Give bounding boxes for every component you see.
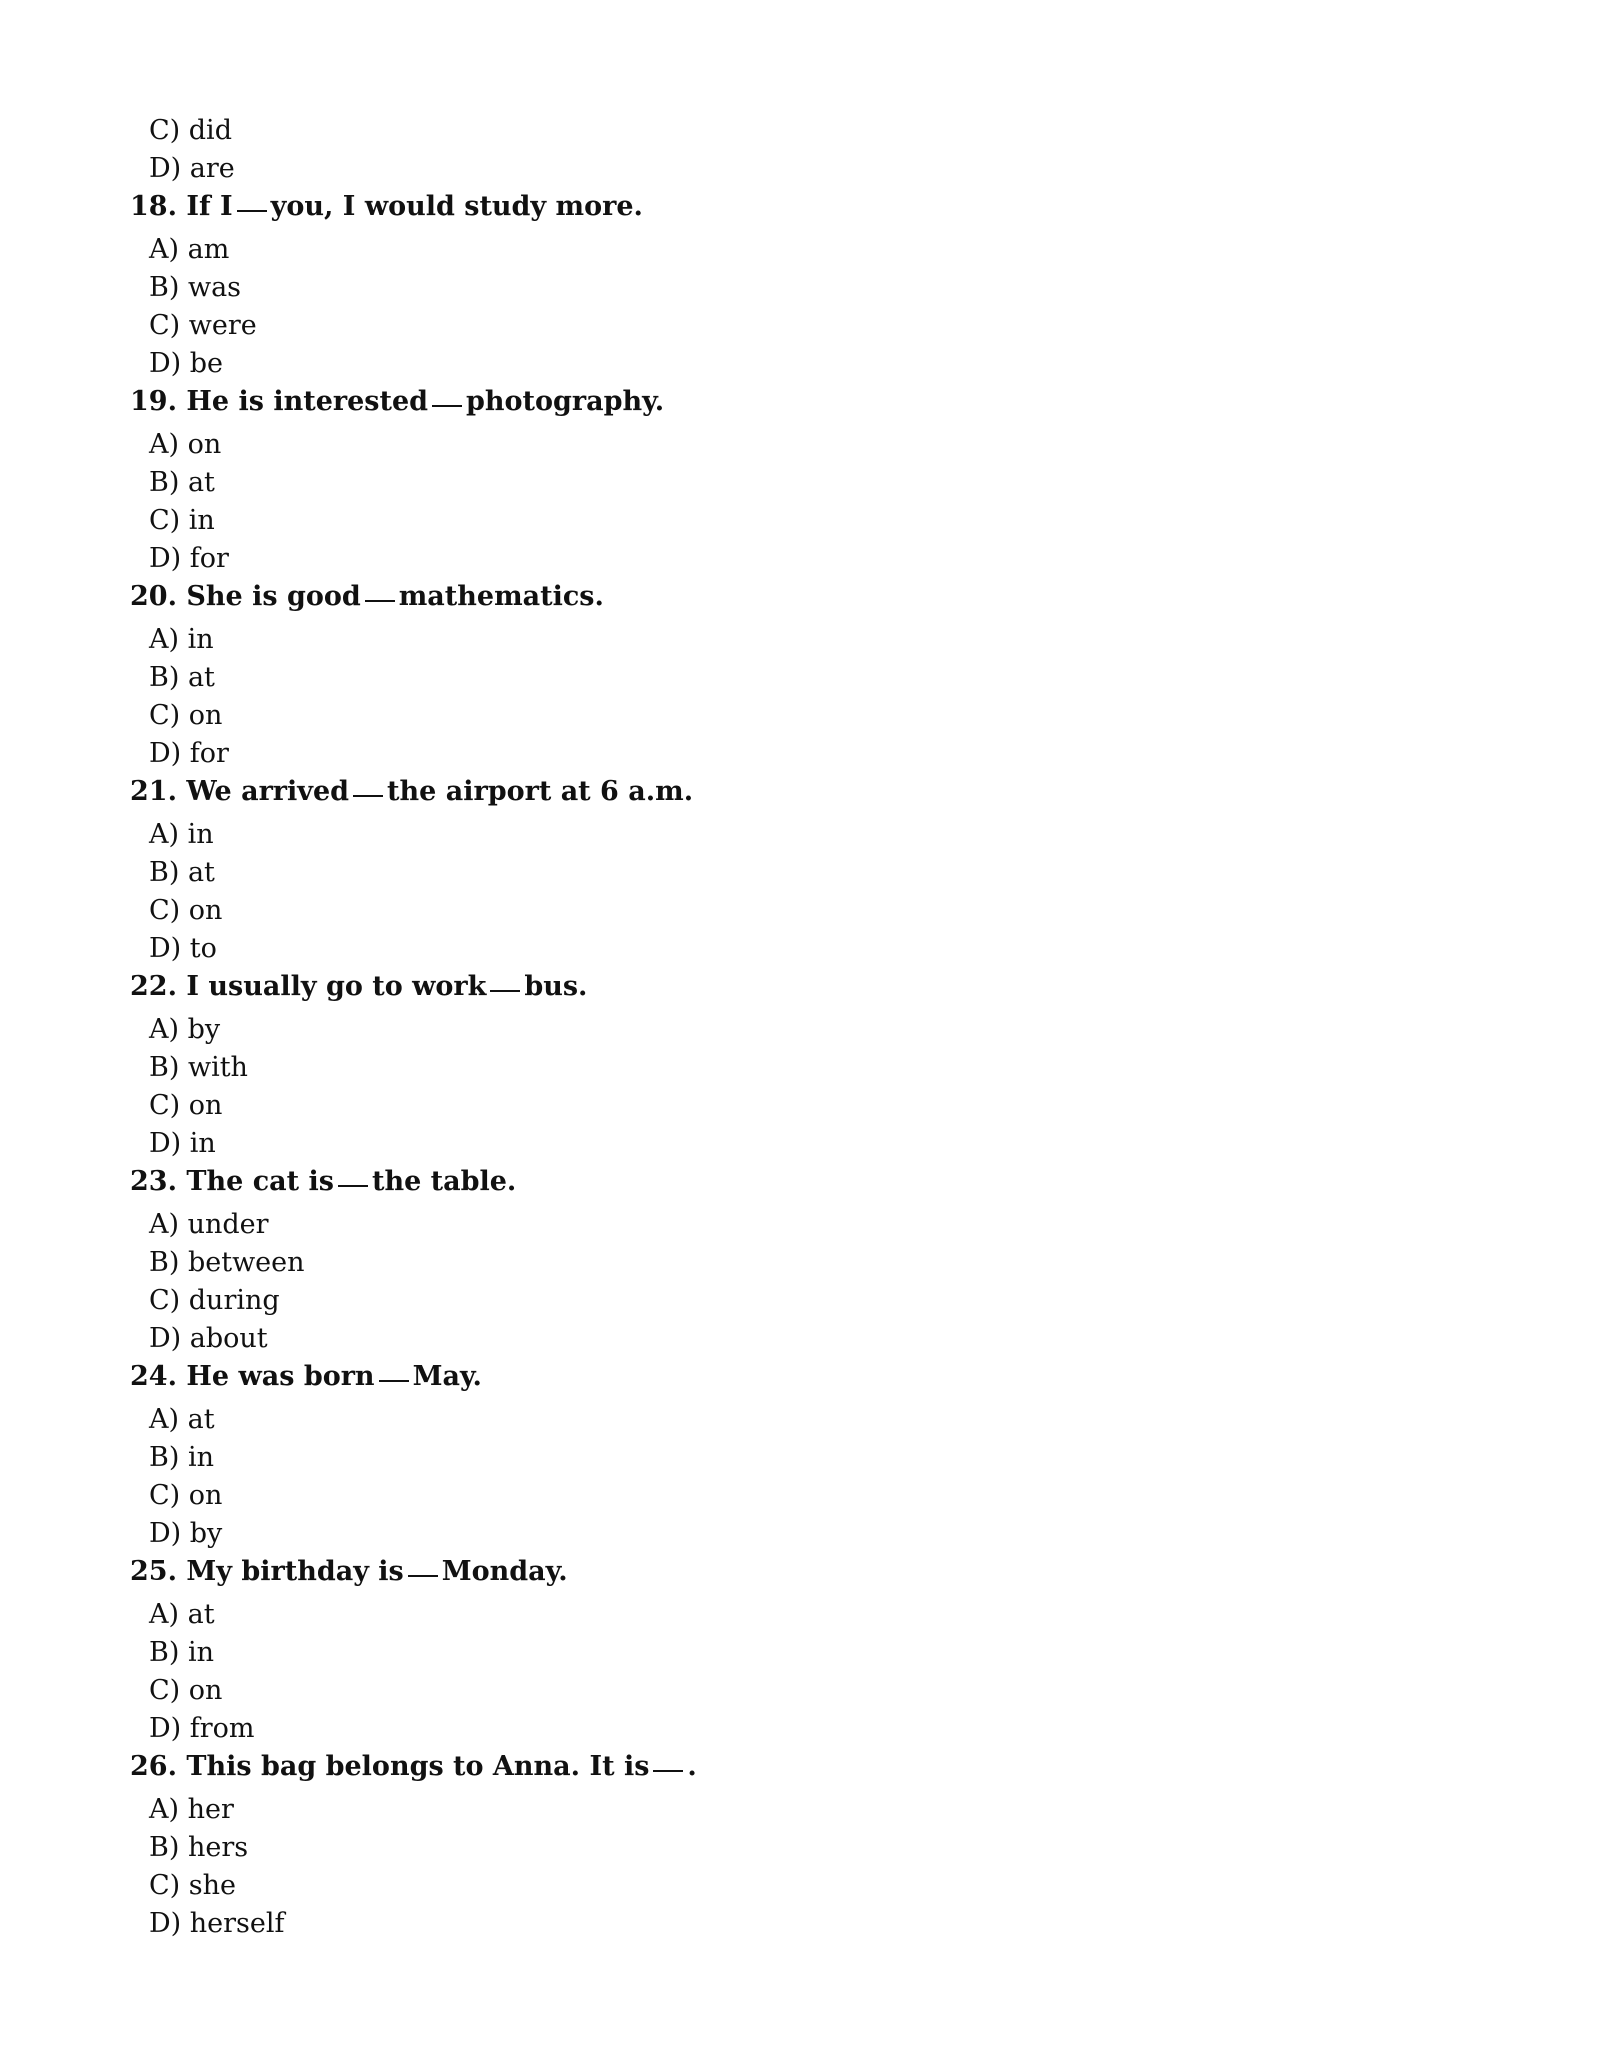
question-stem-end: mathematics. bbox=[398, 581, 604, 612]
question-text bbox=[130, 383, 1430, 421]
question-stem: She is good bbox=[186, 581, 361, 612]
answer-blank bbox=[338, 1185, 368, 1187]
question-number: 25. bbox=[130, 1556, 177, 1587]
answer-blank bbox=[490, 990, 520, 992]
option-d: D) for bbox=[149, 543, 229, 574]
option-c: C) during bbox=[149, 1285, 280, 1316]
option-d: D) in bbox=[149, 1128, 216, 1159]
question-19 bbox=[130, 383, 1430, 578]
question-number: 24. bbox=[130, 1361, 177, 1392]
question-18 bbox=[130, 188, 1430, 383]
answer-blank bbox=[408, 1575, 438, 1577]
answer-blank bbox=[365, 600, 395, 602]
option-b: B) with bbox=[149, 1052, 248, 1083]
question-20 bbox=[130, 578, 1430, 773]
option-b: B) was bbox=[149, 272, 242, 303]
option-c: C) in bbox=[149, 505, 215, 536]
question-26 bbox=[130, 1748, 1430, 1943]
question-text bbox=[130, 1553, 1430, 1591]
question-text bbox=[130, 188, 1430, 226]
option-c: C) on bbox=[149, 700, 223, 731]
question-text bbox=[130, 578, 1430, 616]
question-number: 20. bbox=[130, 581, 177, 612]
answer-blank bbox=[653, 1770, 683, 1772]
question-text bbox=[130, 1748, 1430, 1786]
question-22 bbox=[130, 968, 1430, 1163]
option-b: B) hers bbox=[149, 1832, 249, 1863]
option-d: D) be bbox=[149, 348, 224, 379]
option-a: A) under bbox=[149, 1209, 269, 1240]
question-number: 26. bbox=[130, 1751, 177, 1782]
option-c: C) were bbox=[149, 310, 257, 341]
question-text bbox=[130, 1163, 1430, 1201]
question-stem-end: bus. bbox=[524, 971, 588, 1002]
option-d: D) to bbox=[149, 933, 217, 964]
option-a: A) her bbox=[149, 1794, 234, 1825]
question-text bbox=[130, 773, 1430, 811]
option-a: A) by bbox=[149, 1014, 221, 1045]
option-d: D) about bbox=[149, 1323, 268, 1354]
question-stem-end: May. bbox=[412, 1361, 482, 1392]
question-25 bbox=[130, 1553, 1430, 1748]
question-21 bbox=[130, 773, 1430, 968]
option-a: A) at bbox=[149, 1404, 215, 1435]
question-number: 21. bbox=[130, 776, 177, 807]
question-stem: We arrived bbox=[186, 776, 350, 807]
question-stem-end: you, I would study more. bbox=[270, 191, 643, 222]
question-stem: This bag belongs to Anna. It is bbox=[186, 1751, 650, 1782]
option-c: C) on bbox=[149, 1090, 223, 1121]
answer-blank bbox=[379, 1380, 409, 1382]
question-number: 23. bbox=[130, 1166, 177, 1197]
answer-blank bbox=[237, 210, 267, 212]
option-d: D) for bbox=[149, 738, 229, 769]
option-a: A) in bbox=[149, 624, 214, 655]
question-number: 19. bbox=[130, 386, 177, 417]
option-b: B) in bbox=[149, 1637, 214, 1668]
question-stem-end: the airport at 6 a.m. bbox=[387, 776, 694, 807]
option-b: B) at bbox=[149, 662, 215, 693]
question-number: 22. bbox=[130, 971, 177, 1002]
question-stem: If I bbox=[186, 191, 233, 222]
option-a: A) at bbox=[149, 1599, 215, 1630]
option-d: D) by bbox=[149, 1518, 223, 1549]
option-c: C) she bbox=[149, 1870, 236, 1901]
question-24 bbox=[130, 1358, 1430, 1553]
question-23 bbox=[130, 1163, 1430, 1358]
option: C) did bbox=[149, 115, 232, 146]
option-c: C) on bbox=[149, 895, 223, 926]
option: D) are bbox=[149, 153, 235, 184]
option-a: A) am bbox=[149, 234, 230, 265]
option-c: C) on bbox=[149, 1675, 223, 1706]
continued-options bbox=[130, 112, 1430, 188]
option-c: C) on bbox=[149, 1480, 223, 1511]
quiz-page bbox=[130, 112, 1430, 1943]
question-stem: He is interested bbox=[186, 386, 429, 417]
question-stem: My birthday is bbox=[186, 1556, 404, 1587]
question-stem: I usually go to work bbox=[186, 971, 487, 1002]
option-b: B) at bbox=[149, 857, 215, 888]
question-stem-end: photography. bbox=[466, 386, 665, 417]
option-d: D) from bbox=[149, 1713, 255, 1744]
question-stem-end: the table. bbox=[371, 1166, 517, 1197]
option-a: A) on bbox=[149, 429, 222, 460]
option-b: B) in bbox=[149, 1442, 214, 1473]
question-text bbox=[130, 1358, 1430, 1396]
question-stem-end: . bbox=[687, 1751, 697, 1782]
option-b: B) between bbox=[149, 1247, 305, 1278]
question-stem: The cat is bbox=[186, 1166, 334, 1197]
answer-blank bbox=[353, 795, 383, 797]
question-stem-end: Monday. bbox=[441, 1556, 568, 1587]
option-d: D) herself bbox=[149, 1908, 285, 1939]
question-text bbox=[130, 968, 1430, 1006]
option-a: A) in bbox=[149, 819, 214, 850]
answer-blank bbox=[432, 405, 462, 407]
option-b: B) at bbox=[149, 467, 215, 498]
question-stem: He was born bbox=[186, 1361, 375, 1392]
question-number: 18. bbox=[130, 191, 177, 222]
